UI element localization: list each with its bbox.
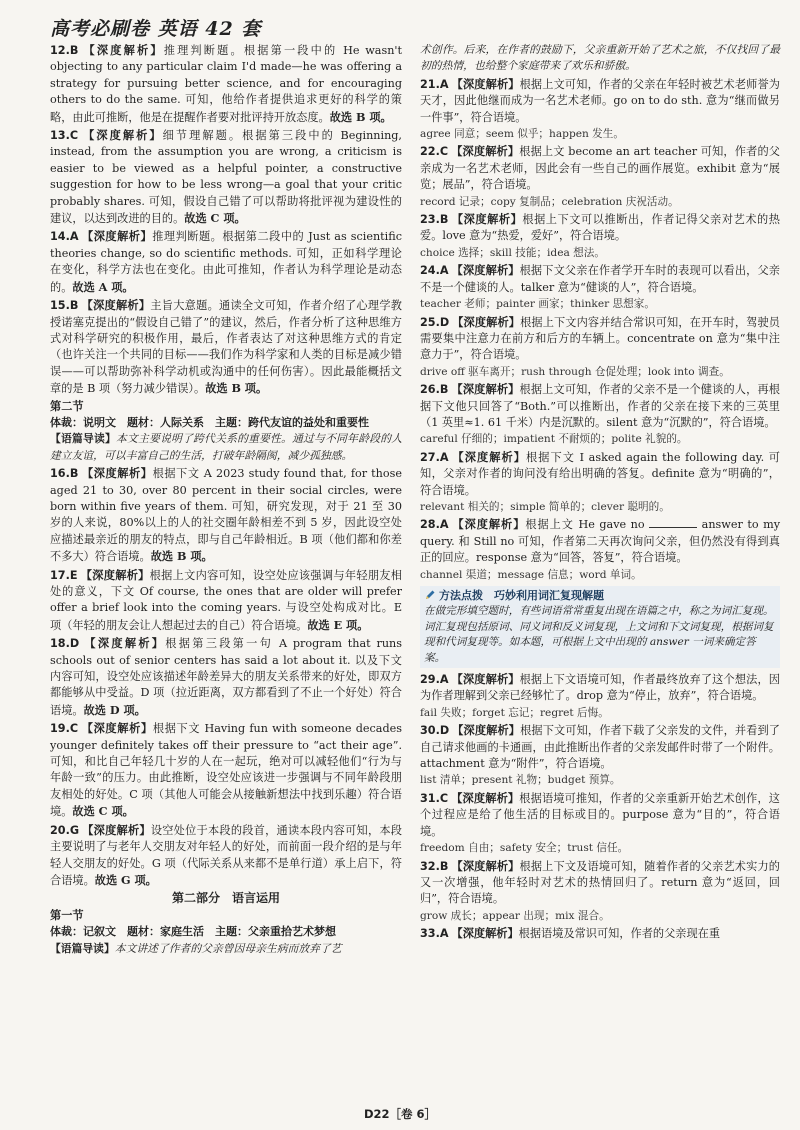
pencil-icon — [424, 589, 436, 601]
answer-17: 17.E 【深度解析】根据上文内容可知，设空处应该强调与年轻朋友相处的意义，下文 Of course, the ones that are older will prefer offer a brief look into the coming years. 与设空处构成对比。E 项（年轻的朋友会让人想起过去的自己）符合语境。故选 E 项。 — [50, 567, 402, 632]
answer-blank — [649, 517, 697, 528]
book-title: 高考必刷卷 英语 42 套 — [50, 18, 262, 40]
answer-20: 20.G 【深度解析】设空处位于本段的段首，通读本段内容可知，本段主要说明了与老年人交朋友对年轻人的好处，而前面一段介绍的是与年轻人交朋友的好处。G 项（代际关系从来都不是单行道）承上启下，符合语境。故选 G 项。 — [50, 822, 402, 887]
answer-32: 32.B 【深度解析】根据上下文及语境可知，随着作者的父亲艺术实力的又一次增强，他年轻时对艺术的热情回归了。return 意为“返回，回归”，符合语境。 grow 成长；appear 出现；mix 混合。 — [420, 858, 780, 922]
answer-19: 19.C 【深度解析】根据下文 Having fun with someone decades younger definitely takes off their pressure to “act their age”. 可知，和比自己年轻几十岁的人在一起玩，绝对可以减轻他们“行为与年龄一致”的压力。由此推断，设空处应该进一步强调与不同年龄段朋友相处的好处。C 项（其他人可能会从接触新想法中找到乐趣）符合语境。故选 C 项。 — [50, 721, 402, 819]
right-column — [420, 42, 780, 944]
answer-13: 13.C 【深度解析】细节理解题。根据第三段中的 Beginning, instead, from the assumption you are wrong, a criticism is easier to be viewed as a helpful pointer, a constructive suggestion for how to be less wrong—a goal that your critic probably shares. 可知，假设自己错了可以帮助将批评视为建设性的建议，以达到改进的目的。故选 C 项。 — [50, 128, 402, 226]
answer-29: 29.A 【深度解析】根据上下文语境可知，作者最终放弃了这个想法，因为作者理解到父亲已经够忙了。drop 意为“停止，放弃”，符合语境。 fail 失败；forget 忘记；regret 后悔。 — [420, 672, 780, 719]
answer-23: 23.B 【深度解析】根据上下文可以推断出，作者记得父亲对艺术的热爱。love 意为“热爱，爱好”，符合语境。 choice 选择；skill 技能；idea 想法。 — [420, 212, 780, 259]
passage-meta: 体裁：记叙文 题材：家庭生活 主题：父亲重拾艺术梦想 — [50, 925, 336, 939]
answer-18: 18.D 【深度解析】根据第三段第一句 A program that runs schools out of senior centers has said a lot about it. 以及下文内容可知，设空处应该描述年龄差异大的朋友关系带来的好处，即双方都能够从中受益。D 项（拉近距离，双方都看到了不止一个好处）符合语境。故选 D 项。 — [50, 636, 402, 717]
answer-14: 14.A 【深度解析】推理判断题。根据第二段中的 Just as scientific theories change, so do scientific methods. 可知，正如科学理论在变化，科学方法也在变化。由此可推知，作者认为科学理论是动态的。故选 A 项。 — [50, 229, 402, 294]
tip-body: 在做完形填空题时，有些词语常常重复出现在语篇之中，称之为词汇复现。词汇复现包括原词、同义词和反义词复现，上文词和下文词复现，根据词复现和代词复现等。如本题，可根据上文中出现的 answer 一词来确定答案。 — [424, 605, 774, 664]
left-column — [50, 42, 402, 958]
answer-12: 12.B 【深度解析】推理判断题。根据第一段中的 He wasn't objecting to any particular claim I'd made—he was offering a strategy for pursuing better science, and for encouraging others to do the same. 可知，他给作者提供追求更好的科学的策略，由此可推断，他是在提醒作者要对批评持开放态度。故选 B 项。 — [50, 43, 402, 124]
passage-guide: 【语篇导读】本文讲述了作者的父亲曾因母亲生病而放弃了艺 — [50, 941, 342, 955]
tip-title: 方法点拨 巧妙利用词汇复现解题 — [439, 589, 604, 602]
answer-33: 33.A 【深度解析】根据语境及常识可知，作者的父亲现在重 — [420, 926, 721, 941]
answer-31: 31.C 【深度解析】根据语境可推知，作者的父亲重新开始艺术创作，这个过程应是给了他生活的目标或目的。purpose 意为“目的”，符合语境。 freedom 自由；safety 安全；trust 信任。 — [420, 790, 780, 855]
answer-28: 28.A 【深度解析】根据上文 He gave no answer to my query. 和 Still no 可知，作者第二天再次询问父亲，但仍然没有得到真正的回应。response 意为“回答，答复”，符合语境。 channel 渠道；message 信息；word 单词。 — [420, 517, 781, 581]
answer-15: 15.B 【深度解析】主旨大意题。通读全文可知，作者介绍了心理学教授诺塞克提出的“假设自己错了”的建议，然后，作者分析了这种思维方式对科学研究的积极作用，最后，作者表达了对这种思维方式的肯定（也许关注一个共同的目标——我们作为科学家和人类的目标是减少错误——可以帮助弥补科学动机或沟通中的任何伤害）。因此最能概括文章的是 B 项（努力减少错误）。故选 B 项。 — [50, 298, 402, 396]
part-heading: 第二部分 语言运用 — [171, 891, 280, 906]
answer-30: 30.D 【深度解析】根据下文可知，作者下载了父亲发的文件，并看到了自己请求他画的卡通画，由此推断出作者的父亲发邮件时带了一个附件。attachment 意为“附件”，符合语境。 list 清单；present 礼物；budget 预算。 — [420, 723, 780, 787]
answer-24: 24.A 【深度解析】根据下文父亲在作者学开车时的表现可以看出，父亲不是一个健谈的人。talker 意为“健谈的人”，符合语境。 teacher 老师；painter 画家；thinker 思想家。 — [420, 263, 780, 311]
answer-22: 22.C 【深度解析】根据上文 become an art teacher 可知，作者的父亲成为一名艺术老师，因此会有一些自己的画作展览。exhibit 意为“展览；展品”，符合语境。 record 记录；copy 复制品；celebration 庆祝活动。 — [420, 144, 780, 208]
page-number: D22［卷 6］ — [363, 1107, 437, 1121]
answer-26: 26.B 【深度解析】根据上文可知，作者的父亲不是一个健谈的人，再根据下文他只回答了“Both.”可以推断出，作者的父亲在接下来的三英里（1 英里≈1. 61 千米）内是沉默的。silent 意为“沉默的”，符合语境。 careful 仔细的；impatient 不耐烦的；polite 礼貌的。 — [420, 382, 780, 446]
answer-25: 25.D 【深度解析】根据上下文内容并结合常识可知，在开车时，驾驶员需要集中注意力在前方和后方的车辆上。concentrate on 意为“集中注意力于”，符合语境。 drive off 驱车离开；rush through 仓促处理；look into 调查。 — [420, 314, 780, 378]
answer-16: 16.B 【深度解析】根据下文 A 2023 study found that, for those aged 21 to 30, over 80 percent in their social circles, were born within five years of them. 可知，研究发现，对于 21 至 30 岁的人来说，80%以上的人的社交圈年龄相差不到 5 岁，因此设空处应描述最亲近的朋友的特点，即与自己年龄相近。B 项（他们都和你差不多大）符合语境。故选 B 项。 — [50, 466, 402, 564]
method-tip-box — [420, 586, 780, 668]
section-heading: 第二节 — [50, 399, 84, 413]
section-heading: 第一节 — [50, 908, 84, 922]
passage-guide-continued: 术创作。后来，在作者的鼓励下，父亲重新开始了艺术之旅，不仅找回了最初的热情，也给整个家庭带来了欢乐和骄傲。 — [420, 43, 780, 73]
passage-meta: 体裁：说明文 题材：人际关系 主题：跨代友谊的益处和重要性 — [50, 415, 369, 429]
answer-21: 21.A 【深度解析】根据上文可知，作者的父亲在年轻时被艺术老师誉为天才，因此他继而成为一名艺术老师。go on to do sth. 意为“继而做另一件事”，符合语境。 agree 同意；seem 似乎；happen 发生。 — [420, 76, 780, 141]
passage-guide: 【语篇导读】本文主要说明了跨代关系的重要性。通过与不同年龄段的人建立友谊，可以丰富自己的生活，打破年龄隔阂，减少孤独感。 — [50, 432, 403, 462]
answer-27: 27.A 【深度解析】根据下文 I asked again the following day. 可知，父亲对作者的询问没有给出明确的答复。definite 意为“明确的”，符合语境。 relevant 相关的；simple 简单的；clever 聪明的。 — [420, 449, 780, 513]
